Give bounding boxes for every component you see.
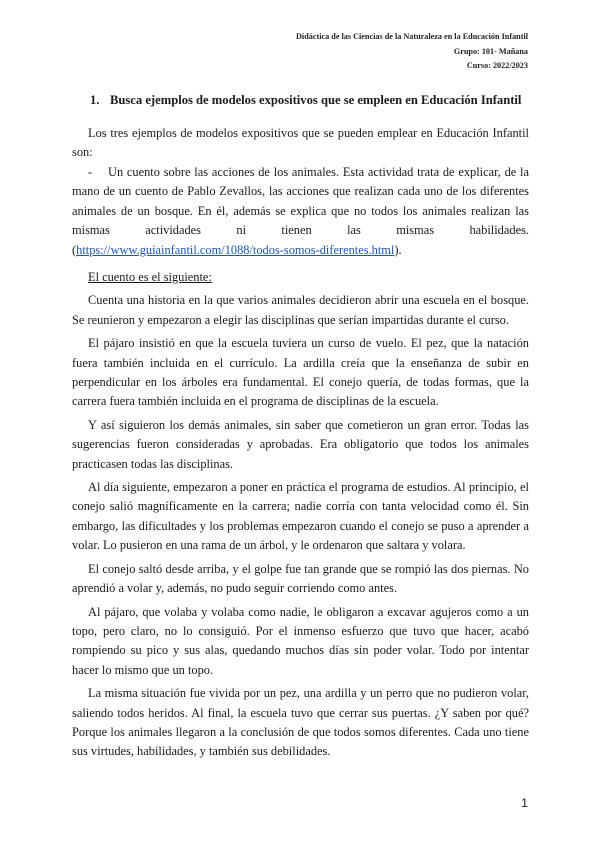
story-paragraph: Y así siguieron los demás animales, sin saber que cometieron un gran error. Todas las sugerencias fueron consideradas y aprobadas. Era obligatorio que todos los animales practicasen todas las disciplinas. — [72, 417, 529, 471]
heading-number: 1. — [90, 93, 100, 107]
story-paragraph: La misma situación fue vivida por un pez, una ardilla y un perro que no pudieron volar, saliendo todos heridos. Al final, la escuela tuvo que cerrar sus puertas. ¿Y saben por qué? Porque los animales llegaron a la conclusión de que todos somos diferentes. Cada uno tiene sus virtudes, habilidades, y también sus debilidades. — [72, 686, 529, 759]
header-group: Grupo: 101- Mañana — [453, 46, 528, 56]
story-paragraph: El pájaro insistió en que la escuela tuviera un curso de vuelo. El pez, que la natación fuera también incluida en el currículo. La ardilla creía que la enseñanza de subir en perpendicular en los árboles era fundamental. El conejo quería, de todas formas, que la carrera fuera también incluida en el programa de disciplinas de la escuela. — [72, 336, 529, 409]
intro-paragraph: Los tres ejemplos de modelos expositivos que se pueden emplear en Educación Infantil son: — [72, 126, 529, 160]
section-heading — [90, 93, 530, 108]
link-open-paren: ( — [72, 242, 77, 257]
example-list — [72, 163, 529, 260]
intro-block — [72, 124, 529, 167]
list-item-text: Un cuento sobre las acciones de los animales. Esta actividad trata de explicar, de la mano de un cuento de Pablo Zevallos, las acciones que realizan cada uno de los diferentes animales de un bosque. En él, además se explica que no todos los animales realizan las mismas actividades ni tienen las mismas habilidades. — [72, 165, 529, 238]
story-block — [72, 268, 529, 766]
story-paragraph: Al pájaro, que volaba y volaba como nadie, le obligaron a excavar agujeros como a un topo, pero claro, no lo consiguió. Por el inmenso esfuerzo que tuvo que hacer, acabó rompiendo su pico y sus alas, quedando muchos días sin poder volar. Todo por intentar hacer lo mismo que un topo. — [72, 604, 529, 677]
story-paragraph: Al día siguiente, empezaron a poner en práctica el programa de estudios. Al principio, el conejo salió magníficamente en la carrera; nadie corría con tanta velocidad como él. Sin embargo, las dificultades y los problemas empezaron cuando el conejo se puso a aprender a volar. Lo pusieron en una rama de un árbol, y le ordenaron que saltara y volara. — [72, 480, 529, 553]
header-course-title: Didáctica de las Ciencias de la Naturaleza en la Educación Infantil — [296, 32, 528, 41]
link-close-paren: ). — [394, 242, 402, 257]
page-header — [296, 30, 528, 74]
story-link[interactable]: https://www.guiainfantil.com/1088/todos-somos-diferentes.html — [76, 242, 395, 257]
page-number: 1 — [521, 796, 528, 810]
list-item — [72, 163, 529, 260]
story-label: El cuento es el siguiente: — [88, 270, 212, 284]
header-year: Curso: 2022/2023 — [466, 61, 528, 70]
list-dash: - — [88, 165, 93, 179]
heading-text: Busca ejemplos de modelos expositivos que se empleen en Educación Infantil — [110, 93, 522, 107]
story-paragraph: Cuenta una historia en la que varios animales decidieron abrir una escuela en el bosque. Se reunieron y empezaron a elegir las disciplinas que serían impartidas durante el curso. — [72, 293, 529, 327]
story-paragraph: El conejo saltó desde arriba, y el golpe fue tan grande que se rompió las dos piernas. No aprendió a volar y, además, no pudo seguir corriendo como antes. — [72, 561, 529, 596]
